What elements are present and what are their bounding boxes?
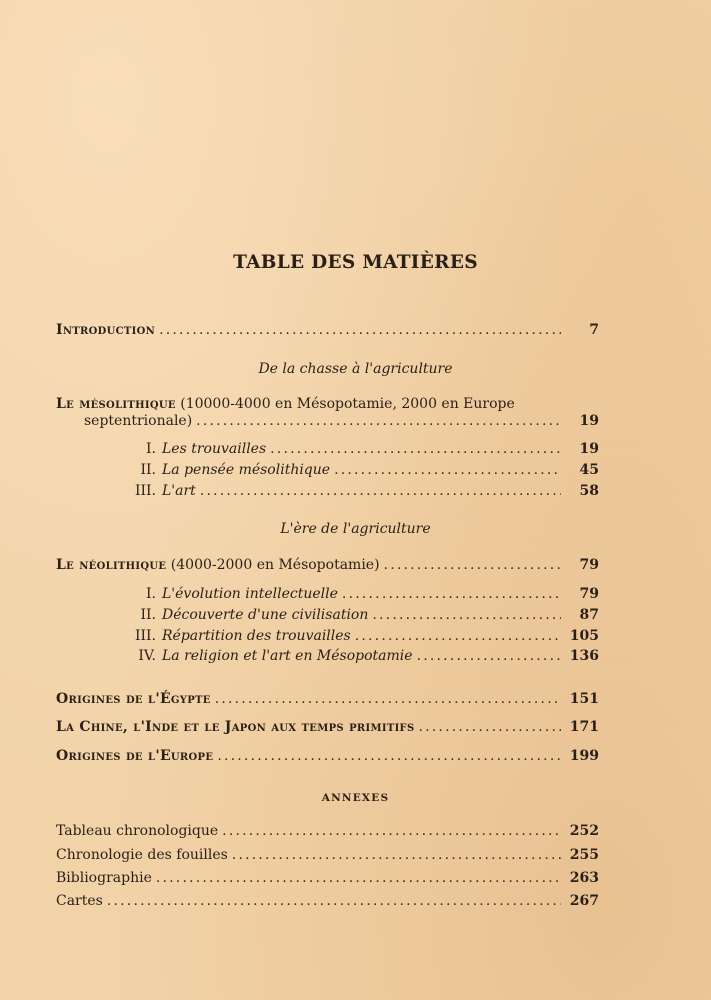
toc-entry-page: 255 <box>569 847 599 863</box>
toc-entry-page: 267 <box>569 893 599 909</box>
toc-entry-neolithique <box>56 554 599 576</box>
toc-entry-page: 252 <box>569 823 599 839</box>
toc-subentry-label: Découverte d'une civilisation <box>162 607 369 623</box>
toc-entry-europe <box>56 745 599 767</box>
toc-subentry <box>132 645 599 667</box>
toc-entry-page: 19 <box>579 413 599 429</box>
toc-entry-label: Cartes <box>56 893 103 909</box>
dot-leader <box>417 645 561 667</box>
toc-subentry <box>132 625 599 647</box>
dot-leader <box>334 459 561 481</box>
dot-leader <box>217 745 561 767</box>
dot-leader <box>159 319 561 341</box>
toc-entry-page: 171 <box>569 719 599 735</box>
toc-subentry-label: L'art <box>162 483 196 499</box>
toc-subentry-number: I. <box>146 586 156 602</box>
toc-entry-label: Tableau chronologique <box>56 823 219 839</box>
toc-subentry-page: 58 <box>579 483 599 499</box>
toc-subentry-label: Les trouvailles <box>162 441 267 457</box>
toc-subentry <box>132 604 599 626</box>
toc-entry-page: 79 <box>579 557 599 573</box>
toc-subentry <box>132 459 599 481</box>
toc-entry-label-rest: (10000-4000 en Mésopotamie, 2000 en Europe <box>175 396 515 412</box>
toc-entry-egypte <box>56 688 599 710</box>
dot-leader <box>270 438 561 460</box>
toc-entry-label: Chronologie des fouilles <box>56 847 228 863</box>
dot-leader <box>156 867 561 889</box>
section-heading-2: L'ère de l'agriculture <box>280 521 431 537</box>
dot-leader <box>107 890 561 912</box>
toc-entry-annex <box>56 890 599 912</box>
toc-entry-label-sc: Le mésolithique <box>56 396 176 412</box>
toc-subentry-number: IV. <box>138 648 156 664</box>
toc-subentry-page: 136 <box>569 648 599 664</box>
toc-subentry-page: 79 <box>579 586 599 602</box>
toc-entry-label: Origines de l'Égypte <box>56 691 211 707</box>
toc-subentry-page: 19 <box>579 441 599 457</box>
toc-entry-introduction <box>56 319 599 341</box>
toc-entry-page: 263 <box>569 870 599 886</box>
toc-subentry-page: 45 <box>579 462 599 478</box>
dot-leader <box>200 480 561 502</box>
toc-subentry-label: Répartition des trouvailles <box>162 628 351 644</box>
toc-subentry-number: III. <box>134 483 156 499</box>
toc-entry-chine <box>56 716 599 738</box>
dot-leader <box>232 844 561 866</box>
page-title: TABLE DES MATIÈRES <box>233 252 478 273</box>
dot-leader <box>222 820 561 842</box>
dot-leader <box>372 604 561 626</box>
toc-entry-label-cont: septentrionale) <box>84 413 193 429</box>
toc-subentry-number: II. <box>140 607 156 623</box>
toc-subentry <box>132 438 599 460</box>
toc-entry-page: 199 <box>569 748 599 764</box>
toc-entry-annex <box>56 867 599 889</box>
toc-subentry-number: I. <box>146 441 156 457</box>
toc-entry-label: Bibliographie <box>56 870 152 886</box>
toc-subentry-number: III. <box>134 628 156 644</box>
dot-leader <box>418 716 561 738</box>
toc-entry-label: Introduction <box>56 322 156 338</box>
section-heading-1: De la chasse à l'agriculture <box>258 361 453 377</box>
toc-subentry-number: II. <box>140 462 156 478</box>
toc-subentry-page: 105 <box>569 628 599 644</box>
toc-subentry <box>132 480 599 502</box>
toc-subentry <box>132 583 599 605</box>
toc-entry-label-sc: Le néolithique <box>56 557 167 573</box>
toc-entry-mesolithique <box>84 410 599 432</box>
toc-entry-page: 7 <box>589 322 599 338</box>
dot-leader <box>196 410 561 432</box>
dot-leader <box>384 554 561 576</box>
toc-entry-label: La Chine, l'Inde et le Japon aux temps primitifs <box>56 719 415 735</box>
toc-subentry-page: 87 <box>579 607 599 623</box>
dot-leader <box>355 625 561 647</box>
toc-entry-annex <box>56 844 599 866</box>
toc-entry-page: 151 <box>569 691 599 707</box>
toc-entry-label: Origines de l'Europe <box>56 748 214 764</box>
dot-leader <box>215 688 561 710</box>
toc-subentry-label: La religion et l'art en Mésopotamie <box>162 648 413 664</box>
toc-entry-annex <box>56 820 599 842</box>
toc-subentry-label: L'évolution intellectuelle <box>162 586 338 602</box>
toc-subentry-label: La pensée mésolithique <box>162 462 331 478</box>
toc-entry-label-rest: (4000-2000 en Mésopotamie) <box>166 557 380 573</box>
dot-leader <box>342 583 561 605</box>
annexes-heading: ANNEXES <box>321 792 390 804</box>
